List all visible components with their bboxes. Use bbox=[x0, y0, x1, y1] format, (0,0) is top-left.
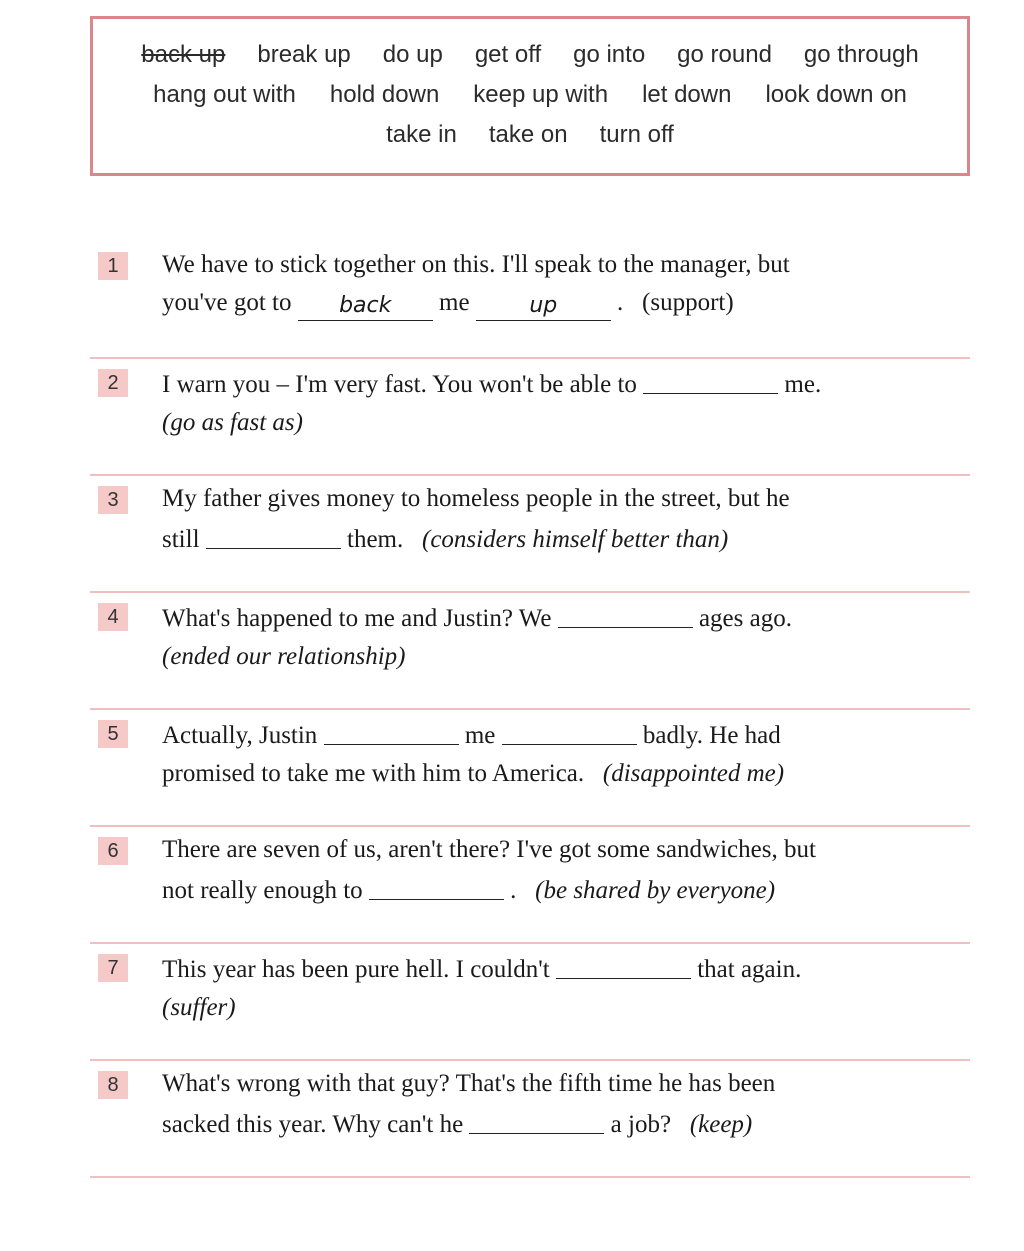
word-do-up: do up bbox=[382, 41, 443, 68]
sentence-part: My father gives money to homeless people in the street, but he bbox=[162, 485, 790, 512]
item-text bbox=[162, 480, 962, 559]
sentence-part: you've got to bbox=[162, 289, 292, 316]
word-get-off: get off bbox=[474, 41, 542, 68]
exercise-item-5 bbox=[90, 710, 970, 827]
sentence-part: me. bbox=[784, 371, 822, 398]
exercise-item-2 bbox=[90, 359, 970, 476]
item-number: 3 bbox=[98, 486, 128, 514]
item-text bbox=[162, 246, 962, 322]
word-keep-up-with: keep up with bbox=[473, 81, 609, 108]
sentence-part: ages ago. bbox=[698, 605, 792, 632]
item-text bbox=[162, 1065, 962, 1144]
hint-text: (ended our relationship) bbox=[162, 643, 406, 670]
sentence-part: not really enough to bbox=[162, 877, 363, 904]
word-break-up: break up bbox=[257, 41, 351, 68]
answer-blank[interactable] bbox=[556, 950, 691, 979]
divider bbox=[90, 1176, 970, 1178]
word-let-down: let down bbox=[642, 81, 732, 108]
word-box-row-2 bbox=[93, 81, 967, 109]
word-back-up: back up bbox=[141, 41, 226, 68]
exercise-item-3 bbox=[90, 476, 970, 593]
sentence-part: still bbox=[162, 526, 200, 553]
sentence-part: This year has been pure hell. I couldn't bbox=[162, 956, 550, 983]
item-text bbox=[162, 714, 962, 793]
exercise-item-4 bbox=[90, 593, 970, 710]
word-take-on: take on bbox=[488, 121, 568, 148]
item-text bbox=[162, 597, 962, 676]
hint-text: (be shared by everyone) bbox=[535, 877, 776, 904]
word-hang-out-with: hang out with bbox=[153, 81, 296, 108]
answer-blank[interactable] bbox=[643, 365, 778, 394]
sentence-part: . bbox=[617, 289, 624, 316]
word-look-down-on: look down on bbox=[765, 81, 907, 108]
answer-blank[interactable]: back bbox=[298, 292, 433, 321]
sentence-part: them. bbox=[347, 526, 404, 553]
hint-text: (disappointed me) bbox=[602, 760, 785, 787]
answer-blank[interactable]: up bbox=[476, 292, 611, 321]
exercise-item-1 bbox=[90, 242, 970, 359]
item-number: 4 bbox=[98, 603, 128, 631]
exercise-item-7 bbox=[90, 944, 970, 1061]
phrasal-verb-box bbox=[90, 16, 970, 176]
answer-blank[interactable] bbox=[558, 599, 693, 628]
word-go-round: go round bbox=[677, 41, 772, 68]
answer-blank[interactable] bbox=[469, 1105, 604, 1134]
exercise-item-6 bbox=[90, 827, 970, 944]
item-text bbox=[162, 948, 962, 1027]
hint-text: (keep) bbox=[689, 1111, 753, 1138]
sentence-part: There are seven of us, aren't there? I've got some sandwiches, but bbox=[162, 836, 816, 863]
word-hold-down: hold down bbox=[329, 81, 440, 108]
word-take-in: take in bbox=[386, 121, 457, 148]
item-number: 1 bbox=[98, 252, 128, 280]
hint-text: (support) bbox=[642, 289, 734, 316]
sentence-part: badly. He had bbox=[642, 722, 781, 749]
hint-text: (suffer) bbox=[162, 994, 236, 1021]
answer-blank[interactable] bbox=[206, 520, 341, 549]
item-number: 7 bbox=[98, 954, 128, 982]
sentence-part: I warn you – I'm very fast. You won't be able to bbox=[162, 371, 637, 398]
sentence-part: me bbox=[464, 722, 496, 749]
hint-text: (go as fast as) bbox=[162, 409, 303, 436]
item-number: 6 bbox=[98, 837, 128, 865]
sentence-part: We have to stick together on this. I'll speak to the manager, but bbox=[162, 251, 790, 278]
word-box-row-1 bbox=[93, 41, 967, 69]
answer-blank[interactable] bbox=[324, 716, 459, 745]
sentence-part: . bbox=[510, 877, 517, 904]
word-go-through: go through bbox=[803, 41, 919, 68]
sentence-part: Actually, Justin bbox=[162, 722, 318, 749]
item-text bbox=[162, 363, 962, 442]
sentence-part: that again. bbox=[697, 956, 802, 983]
sentence-part: me bbox=[439, 289, 470, 316]
word-turn-off: turn off bbox=[599, 121, 674, 148]
hint-text: (considers himself better than) bbox=[422, 526, 729, 553]
sentence-part: a job? bbox=[610, 1111, 672, 1138]
word-box-row-3 bbox=[93, 121, 967, 149]
item-number: 5 bbox=[98, 720, 128, 748]
answer-blank[interactable] bbox=[502, 716, 637, 745]
sentence-part: What's happened to me and Justin? We bbox=[162, 605, 552, 632]
sentence-part: promised to take me with him to America. bbox=[162, 760, 585, 787]
item-text bbox=[162, 831, 962, 910]
item-number: 2 bbox=[98, 369, 128, 397]
item-number: 8 bbox=[98, 1071, 128, 1099]
word-go-into: go into bbox=[573, 41, 646, 68]
answer-blank[interactable] bbox=[369, 871, 504, 900]
sentence-part: What's wrong with that guy? That's the fifth time he has been bbox=[162, 1070, 776, 1097]
sentence-part: sacked this year. Why can't he bbox=[162, 1111, 464, 1138]
exercise-item-8 bbox=[90, 1061, 970, 1178]
